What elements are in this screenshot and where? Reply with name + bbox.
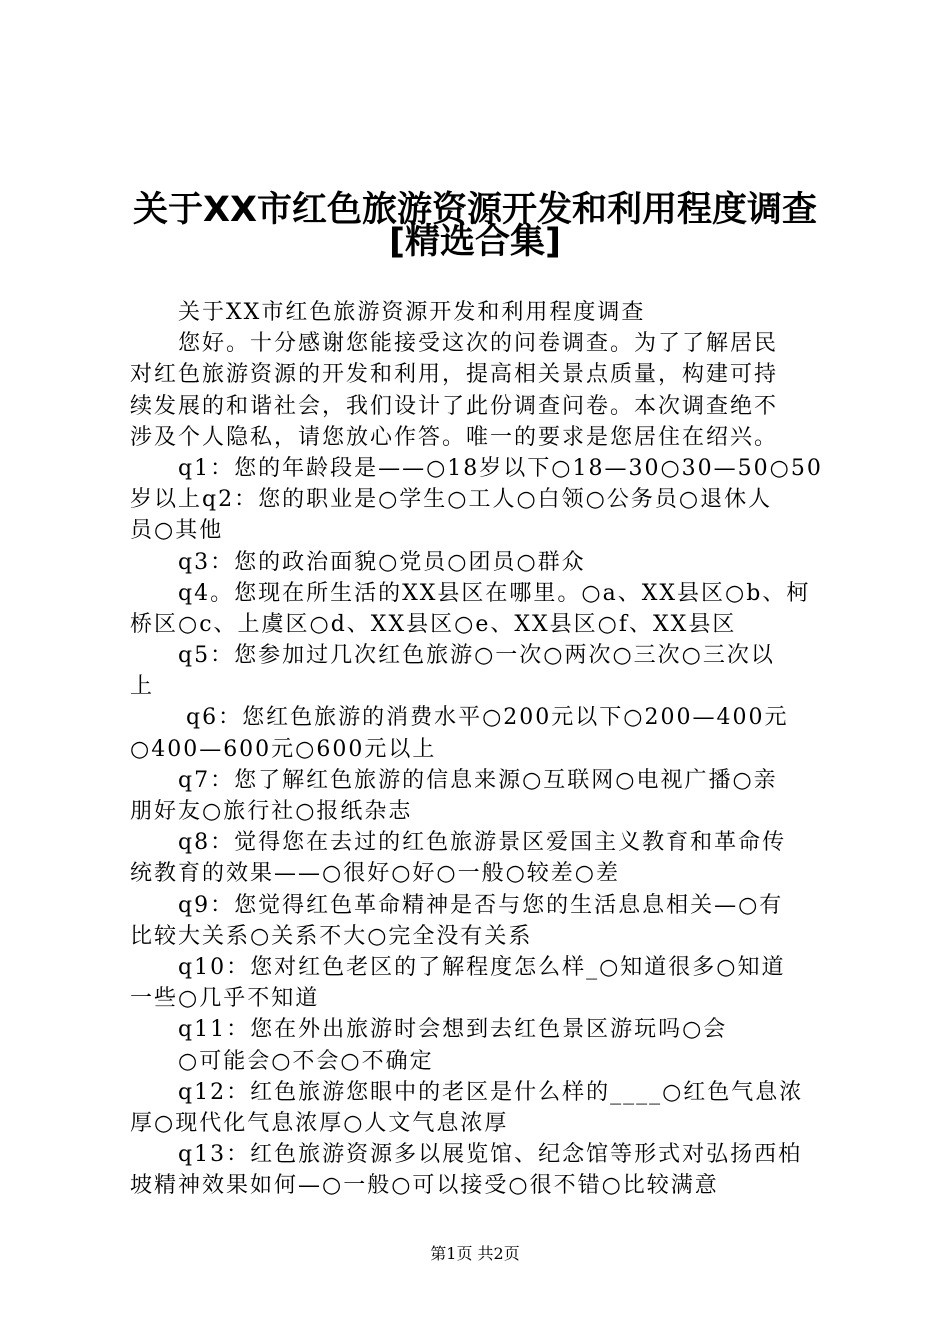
body-line: q3：您的政治面貌○党员○团员○群众	[178, 549, 586, 575]
body-line: 对红色旅游资源的开发和利用，提高相关景点质量，构建可持	[130, 362, 779, 388]
body-line: ○400—600元○600元以上	[130, 736, 437, 762]
body-line: q6：您红色旅游的消费水平○200元以下○200—400元	[186, 705, 789, 731]
body-line: q5：您参加过几次红色旅游○一次○两次○三次○三次以	[178, 643, 775, 669]
body-line: q10：您对红色老区的了解程度怎么样_○知道很多○知道	[178, 954, 786, 980]
body-line: 续发展的和谐社会，我们设计了此份调查问卷。本次调查绝不	[130, 393, 779, 419]
body-line: 涉及个人隐私，请您放心作答。唯一的要求是您居住在绍兴。	[130, 424, 779, 450]
body-line: 一些○几乎不知道	[130, 986, 320, 1012]
body-line: q7：您了解红色旅游的信息来源○互联网○电视广播○亲	[178, 767, 778, 793]
body-line: q13：红色旅游资源多以展览馆、纪念馆等形式对弘扬西柏	[178, 1142, 803, 1168]
document-title-line-2: [精选合集]	[389, 222, 561, 262]
body-line: 员○其他	[130, 518, 224, 544]
body-line: 朋好友○旅行社○报纸杂志	[130, 799, 413, 824]
body-line: 比较大关系○关系不大○完全没有关系	[130, 923, 533, 949]
body-line: 您好。十分感谢您能接受这次的问卷调查。为了了解居民	[178, 331, 779, 357]
body-line: q11：您在外出旅游时会想到去红色景区游玩吗○会	[178, 1017, 728, 1043]
page-footer: 第1页 共2页	[430, 1244, 520, 1263]
body-line: 岁以上q2：您的职业是○学生○工人○白领○公务员○退休人	[130, 487, 773, 513]
body-line: q8：觉得您在去过的红色旅游景区爱国主义教育和革命传	[178, 830, 787, 856]
body-line: q9：您觉得红色革命精神是否与您的生活息息相关—○有	[178, 892, 784, 918]
body-line: 上	[130, 674, 155, 700]
body-line: 坡精神效果如何—○一般○可以接受○很不错○比较满意	[130, 1173, 719, 1199]
document-title-line-1: 关于XX市红色旅游资源开发和利用程度调查	[133, 190, 817, 230]
document-body	[130, 297, 830, 1201]
body-line: ○可能会○不会○不确定	[178, 1048, 434, 1074]
body-line: q12：红色旅游您眼中的老区是什么样的____○红色气息浓	[178, 1079, 804, 1105]
body-line: 关于XX市红色旅游资源开发和利用程度调查	[178, 300, 646, 325]
body-line: q1：您的年龄段是——○18岁以下○18—30○30—50○50	[178, 455, 823, 481]
body-line: 桥区○c、上虞区○d、XX县区○e、XX县区○f、XX县区	[130, 611, 737, 637]
body-line: 厚○现代化气息浓厚○人文气息浓厚	[130, 1110, 509, 1136]
body-line: q4。您现在所生活的XX县区在哪里。○a、XX县区○b、柯	[178, 580, 811, 606]
body-line: 统教育的效果——○很好○好○一般○较差○差	[130, 861, 620, 887]
